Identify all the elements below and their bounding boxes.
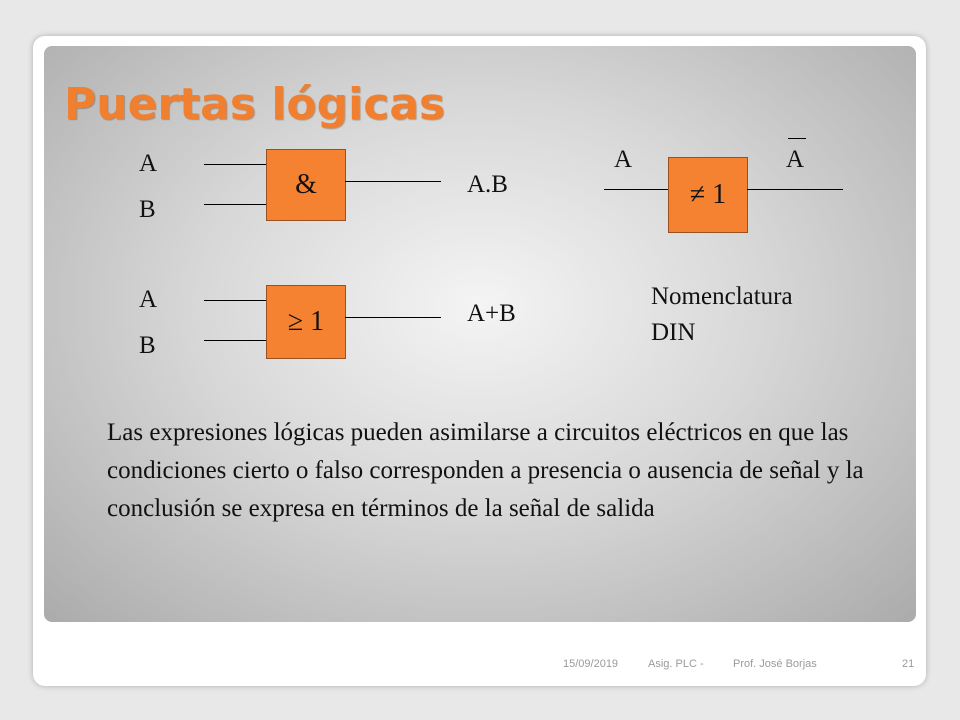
- not-input-label: A: [614, 146, 633, 173]
- body-paragraph: Las expresiones lógicas pueden asimilarse a circuitos eléctricos en que las condiciones cierto o falso corresponden a presencia o ausencia de señal y la conclusión se expresa en términos de la señal de salida: [107, 419, 864, 522]
- not-input-wire: [604, 189, 668, 190]
- or-gate-symbol: ≥ 1: [287, 306, 325, 337]
- and-input-a-label: A: [139, 150, 158, 177]
- slide-content-panel: [44, 46, 916, 622]
- and-output-label: A.B: [467, 171, 508, 198]
- and-input-a-wire: [204, 164, 266, 165]
- not-gate: [668, 157, 748, 233]
- footer-course: Asig. PLC -: [648, 658, 704, 670]
- or-input-a-wire: [204, 300, 266, 301]
- or-input-b-wire: [204, 340, 266, 341]
- nomenclature-line-1: Nomenclatura: [651, 283, 793, 310]
- not-output-wire: [747, 189, 843, 190]
- not-gate-symbol: ≠ 1: [689, 179, 727, 210]
- slide-title: Puertas lógicas: [64, 79, 446, 130]
- or-input-b-label: B: [139, 332, 156, 359]
- footer-page-number: 21: [902, 658, 915, 670]
- footer-author: Prof. José Borjas: [733, 658, 817, 670]
- and-input-b-wire: [204, 204, 266, 205]
- and-output-wire: [345, 181, 441, 182]
- not-output-overbar: [788, 138, 806, 139]
- or-output-label: A+B: [467, 300, 516, 327]
- footer-date: 15/09/2019: [563, 658, 619, 670]
- and-input-b-label: B: [139, 196, 156, 223]
- and-gate: [266, 149, 346, 221]
- or-output-wire: [345, 317, 441, 318]
- not-output-label: A: [786, 146, 805, 173]
- or-gate: [266, 285, 346, 359]
- or-input-a-label: A: [139, 286, 158, 313]
- and-gate-symbol: &: [295, 169, 317, 200]
- nomenclature-line-2: DIN: [651, 319, 696, 346]
